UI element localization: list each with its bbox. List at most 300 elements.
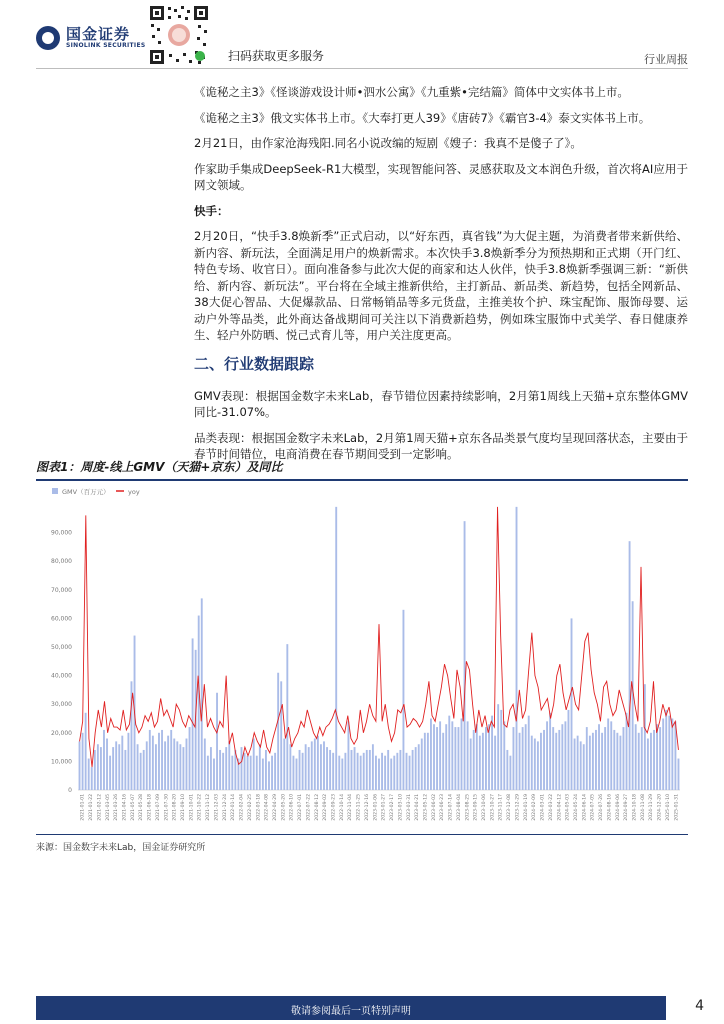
paragraph: 2月21日，由作家沧海残阳.同名小说改编的短剧《嫂子：我真不是傻子了》。 (194, 136, 582, 150)
gmv-bar (629, 541, 631, 790)
gmv-bar (149, 730, 151, 790)
paragraph: 2月20日，“快手3.8焕新季”正式启动，以“好东西，真省钱”为大促主题，为消费者带来新供给、新内容、新玩法，全面满足用户的焕新需求。本次快手3.8焕新季分为预热期和正式期（开门红、特色专场、收官日）。面向准备参与此次大促的商家和达人伙伴，快手3.8焕新季强调三新：“新供给、新内容、新玩法”。平台将在全域主推新供给，主打新品、新品类、新趋势，包括全网新品、38大促心智品、大促爆款品、日常畅销品等多元货盘，主推美妆个护、珠宝配饰、服饰母婴、运动户外等品类，此外商达备战期间可关注以下消费新趋势，例如珠宝服饰中式美学、春日健康养生、轻户外防晒、悦己式育儿等，用户关注度更高。 (194, 229, 688, 342)
gmv-bar (558, 730, 560, 790)
gmv-bar (137, 744, 139, 790)
gmv-bar (671, 719, 673, 791)
gmv-bar (85, 713, 87, 790)
gmv-bar (277, 673, 279, 790)
gmv-bar (488, 724, 490, 790)
gmv-bar (320, 744, 322, 790)
header-divider (36, 68, 688, 69)
figure-title: 图表1：周度-线上GMV（天猫+京东）及同比 (36, 458, 688, 481)
gmv-bar (473, 730, 475, 790)
x-tick-label: 2022-02-25 (247, 794, 253, 821)
x-tick-label: 2022-04-08 (264, 794, 270, 821)
gmv-bar (561, 724, 563, 790)
x-tick-label: 2023-02-17 (390, 794, 396, 821)
gmv-bar (344, 753, 346, 790)
gmv-bar (283, 739, 285, 790)
gmv-bar (415, 747, 417, 790)
gmv-bar (534, 739, 536, 790)
x-tick-label: 2023-12-29 (515, 794, 521, 821)
gmv-bar (540, 733, 542, 790)
gmv-bar (506, 750, 508, 790)
gmv-bar (335, 507, 337, 790)
x-tick-label: 2024-06-14 (582, 794, 588, 821)
gmv-bar (623, 727, 625, 790)
gmv-bar (451, 721, 453, 790)
gmv-bar (549, 713, 551, 790)
x-tick-label: 2024-07-26 (599, 794, 605, 821)
gmv-bar (665, 710, 667, 790)
x-tick-label: 2022-09-02 (323, 794, 329, 821)
gmv-bar (448, 716, 450, 790)
gmv-bar (189, 727, 191, 790)
gmv-bar (668, 716, 670, 790)
gmv-bar (476, 724, 478, 790)
x-tick-label: 2021-10-22 (197, 794, 203, 821)
gmv-bar (592, 733, 594, 790)
gmv-bar (94, 750, 96, 790)
gmv-bar (167, 736, 169, 790)
gmv-bar (88, 759, 90, 790)
gmv-bar (571, 618, 573, 790)
x-tick-label: 2022-04-29 (272, 794, 278, 821)
gmv-bar (216, 693, 218, 790)
gmv-bar (574, 739, 576, 790)
scan-hint: 扫码获取更多服务 (228, 49, 325, 63)
gmv-bar (516, 507, 518, 790)
gmv-bar (231, 756, 233, 790)
figure-source: 来源：国金数字未来Lab，国金证券研究所 (36, 843, 206, 853)
gmv-bar (482, 733, 484, 790)
gmv-bar (347, 721, 349, 790)
x-tick-label: 2021-04-16 (122, 794, 128, 821)
gmv-bar (531, 736, 533, 790)
x-tick-label: 2024-02-09 (532, 794, 538, 821)
gmv-bar (222, 753, 224, 790)
gmv-bar (601, 733, 603, 790)
x-tick-label: 2024-07-05 (590, 794, 596, 821)
x-tick-label: 2021-05-28 (139, 794, 145, 821)
x-tick-label: 2022-06-10 (289, 794, 295, 821)
gmv-bar (369, 750, 371, 790)
gmv-bar (433, 724, 435, 790)
gmv-bar (454, 727, 456, 790)
x-tick-label: 2022-07-22 (306, 794, 312, 821)
gmv-bar (497, 704, 499, 790)
gmv-bar (146, 741, 148, 790)
gmv-bar (552, 727, 554, 790)
gmv-bar (381, 753, 383, 790)
gmv-bar (546, 721, 548, 790)
gmv-bar (299, 750, 301, 790)
gmv-bar (271, 756, 273, 790)
gmv-bar (311, 741, 313, 790)
x-tick-label: 2021-07-09 (155, 794, 161, 821)
y-tick-label: 70,000 (51, 586, 72, 594)
legend-gmv-label: GMV（百万元） (62, 488, 110, 496)
gmv-bar (176, 741, 178, 790)
gmv-bar (302, 753, 304, 790)
x-tick-label: 2022-08-12 (314, 794, 320, 821)
gmv-bar (127, 733, 129, 790)
x-tick-label: 2021-05-07 (130, 794, 136, 821)
gmv-bar (589, 736, 591, 790)
gmv-bar (427, 733, 429, 790)
gmv-bar (543, 730, 545, 790)
gmv-bar (289, 744, 291, 790)
paragraph: 《诡秘之主3》《怪谈游戏设计师•泗水公寓》《九重紫•完结篇》简体中文实体书上市。 (194, 85, 629, 99)
x-tick-label: 2025-01-31 (674, 794, 680, 821)
figure-divider (36, 834, 688, 835)
gmv-bar (292, 756, 294, 790)
gmv-bar (140, 753, 142, 790)
gmv-bar (436, 727, 438, 790)
gmv-bar (678, 759, 680, 790)
gmv-bar (387, 750, 389, 790)
gmv-bar (161, 730, 163, 790)
gmv-bar (204, 739, 206, 790)
y-tick-label: 90,000 (51, 529, 72, 537)
gmv-bar (106, 739, 108, 790)
gmv-bar (647, 739, 649, 790)
gmv-bar (580, 741, 582, 790)
gmv-bar (644, 684, 646, 790)
gmv-bar (143, 750, 145, 790)
x-tick-label: 2023-04-21 (415, 794, 421, 821)
x-tick-label: 2021-01-01 (80, 794, 86, 821)
gmv-bar (82, 733, 84, 790)
gmv-bar (610, 721, 612, 790)
gmv-bar (445, 724, 447, 790)
gmv-bar (332, 753, 334, 790)
gmv-bar (393, 756, 395, 790)
gmv-bar (619, 736, 621, 790)
y-tick-label: 50,000 (51, 644, 72, 651)
gmv-bar (115, 741, 117, 790)
x-tick-label: 2022-01-14 (231, 794, 237, 821)
gmv-bar (390, 759, 392, 790)
x-tick-label: 2024-11-08 (640, 794, 646, 821)
section-heading: 二、行业数据跟踪 (194, 354, 315, 373)
gmv-bar (241, 747, 243, 790)
x-tick-label: 2024-03-22 (548, 794, 554, 821)
gmv-bar (329, 750, 331, 790)
x-tick-label: 2022-02-04 (239, 794, 245, 821)
gmv-bar (314, 739, 316, 790)
gmv-bar (399, 750, 401, 790)
gmv-bar (598, 724, 600, 790)
x-tick-label: 2025-01-10 (665, 794, 671, 821)
gmv-bar (192, 638, 194, 790)
logo-mark-icon (36, 26, 60, 50)
gmv-bar (528, 716, 530, 790)
x-tick-label: 2022-12-16 (364, 794, 370, 821)
x-tick-label: 2022-05-20 (281, 794, 287, 821)
gmv-bar (351, 750, 353, 790)
gmv-bar (253, 739, 255, 790)
gmv-bar (326, 747, 328, 790)
x-tick-label: 2024-01-19 (523, 794, 529, 821)
gmv-bar (247, 756, 249, 790)
gmv-bar (280, 681, 282, 790)
gmv-bar (341, 759, 343, 790)
x-tick-label: 2022-09-23 (331, 794, 337, 821)
gmv-bar (250, 756, 252, 790)
gmv-bar (564, 721, 566, 790)
x-tick-label: 2023-01-06 (373, 794, 379, 821)
gmv-bar (479, 736, 481, 790)
gmv-bar (464, 521, 466, 790)
gmv-bar (155, 744, 157, 790)
paragraph: 品类表现：根据国金数字未来Lab，2月第1周天猫+京东各品类景气度均呈现回落状态，主要由于春节时间错位，电商消费在春节期间受到一定影响。 (194, 430, 688, 461)
x-tick-label: 2023-07-14 (448, 794, 454, 821)
x-tick-label: 2024-05-03 (565, 794, 571, 821)
gmv-bar (213, 759, 215, 790)
gmv-bar (152, 736, 154, 790)
footer-notice: 敬请参阅最后一页特别声明 (291, 1006, 411, 1017)
gmv-bar (503, 721, 505, 790)
x-tick-label: 2024-09-27 (624, 794, 630, 821)
gmv-bar (384, 756, 386, 790)
gmv-bar (109, 756, 111, 790)
gmv-bar (265, 750, 267, 790)
gmv-bar (430, 719, 432, 791)
gmv-bar (442, 733, 444, 790)
gmv-bar (363, 753, 365, 790)
report-type: 行业周报 (644, 53, 688, 66)
x-tick-label: 2022-10-14 (339, 794, 345, 821)
company-logo (36, 26, 145, 50)
y-tick-label: 30,000 (51, 701, 72, 709)
gmv-bar (485, 727, 487, 790)
x-tick-label: 2023-03-31 (406, 794, 412, 821)
gmv-bar (461, 719, 463, 791)
gmv-bar (555, 733, 557, 790)
x-tick-label: 2023-06-02 (431, 794, 437, 821)
gmv-bar (262, 759, 264, 790)
x-tick-label: 2024-11-29 (649, 794, 655, 821)
gmv-bar (409, 756, 411, 790)
gmv-bar (164, 741, 166, 790)
gmv-bar (421, 739, 423, 790)
x-tick-label: 2021-07-30 (164, 794, 170, 821)
gmv-bar (308, 747, 310, 790)
gmv-bar (396, 753, 398, 790)
gmv-bar (268, 761, 270, 790)
x-tick-label: 2021-11-12 (206, 794, 212, 821)
x-tick-label: 2024-09-06 (615, 794, 621, 821)
x-tick-label: 2021-06-18 (147, 794, 153, 821)
gmv-bar (124, 750, 126, 790)
gmv-bar (210, 747, 212, 790)
gmv-bar (354, 747, 356, 790)
gmv-bar (537, 741, 539, 790)
gmv-bar (583, 744, 585, 790)
main-content (194, 84, 688, 472)
x-tick-label: 2023-06-23 (440, 794, 446, 821)
x-tick-label: 2023-11-17 (498, 794, 504, 821)
gmv-bar (638, 733, 640, 790)
legend-yoy-label: yoy (128, 488, 140, 496)
gmv-bar (458, 727, 460, 790)
gmv-bar (173, 739, 175, 790)
x-tick-label: 2024-03-01 (540, 794, 546, 821)
legend-gmv-swatch (52, 488, 58, 494)
yoy-line (80, 507, 679, 767)
gmv-bar (323, 741, 325, 790)
x-tick-label: 2022-11-04 (348, 794, 354, 821)
gmv-bar (653, 730, 655, 790)
gmv-bar (179, 744, 181, 790)
gmv-bar (375, 756, 377, 790)
gmv-bar (641, 727, 643, 790)
gmv-bar (357, 753, 359, 790)
paragraph: GMV表现：根据国金数字未来Lab，春节错位因素持续影响，2月第1周线上天猫+京东整体GMV同比-31.07%。 (194, 388, 688, 419)
x-tick-label: 2024-04-12 (557, 794, 563, 821)
gmv-bar (228, 741, 230, 790)
y-tick-label: 60,000 (51, 615, 72, 623)
x-tick-label: 2024-10-18 (632, 794, 638, 821)
x-tick-label: 2024-05-24 (573, 794, 579, 821)
gmv-bar (286, 644, 288, 790)
gmv-bar (305, 744, 307, 790)
gmv-bar (500, 710, 502, 790)
gmv-bar (650, 733, 652, 790)
x-tick-label: 2023-01-27 (381, 794, 387, 821)
x-tick-label: 2022-03-18 (256, 794, 262, 821)
x-tick-label: 2021-03-05 (105, 794, 111, 821)
gmv-bar (198, 616, 200, 790)
gmv-bar (519, 733, 521, 790)
gmv-bar (256, 756, 258, 790)
x-tick-label: 2021-09-10 (181, 794, 187, 821)
page-header (0, 0, 724, 72)
gmv-bar (378, 759, 380, 790)
x-tick-label: 2022-11-25 (356, 794, 362, 821)
gmv-bar (607, 719, 609, 791)
kuaishou-heading: 快手： (194, 203, 229, 218)
y-tick-label: 40,000 (51, 672, 72, 680)
gmv-bar (360, 756, 362, 790)
x-tick-label: 2023-08-04 (456, 794, 462, 821)
x-tick-label: 2021-02-12 (97, 794, 103, 821)
gmv-bar (103, 730, 105, 790)
gmv-bar (659, 727, 661, 790)
gmv-bar (91, 767, 93, 790)
gmv-bar (424, 733, 426, 790)
gmv-bar (317, 736, 319, 790)
gmv-bar (406, 753, 408, 790)
gmv-bar (613, 730, 615, 790)
y-tick-label: 20,000 (51, 729, 72, 737)
gmv-bar (118, 744, 120, 790)
gmv-bar (635, 724, 637, 790)
paragraph: 作家助手集成DeepSeek-R1大模型，实现智能问答、灵感获取及文本润色升级，首次将AI应用于网文领域。 (194, 161, 688, 192)
gmv-bar (201, 598, 203, 790)
x-tick-label: 2023-12-08 (507, 794, 513, 821)
x-tick-label: 2023-10-06 (482, 794, 488, 821)
logo-en: SINOLINK SECURITIES (66, 42, 146, 49)
gmv-bar (158, 733, 160, 790)
gmv-bar (403, 610, 405, 790)
x-tick-label: 2023-09-15 (473, 794, 479, 821)
x-tick-label: 2021-08-20 (172, 794, 178, 821)
gmv-bar (186, 739, 188, 790)
gmv-bar (372, 744, 374, 790)
paragraph: 《诡秘之主3》俄文实体书上市。《大奉打更人39》《唐砖7》《霸官3-4》泰文实体书上市。 (194, 110, 651, 125)
gmv-bar (338, 756, 340, 790)
gmv-bar (296, 759, 298, 790)
qr-code-icon[interactable] (148, 4, 210, 66)
gmv-bar (207, 756, 209, 790)
gmv-bar (470, 739, 472, 790)
gmv-bar (182, 747, 184, 790)
gmv-bar (494, 736, 496, 790)
x-tick-label: 2023-05-12 (423, 794, 429, 821)
gmv-bar (97, 744, 99, 790)
x-tick-label: 2021-12-03 (214, 794, 220, 821)
logo-cn: 国金证券 (66, 25, 131, 43)
gmv-bar (439, 721, 441, 790)
x-tick-label: 2024-08-16 (607, 794, 613, 821)
x-tick-label: 2021-10-01 (189, 794, 195, 821)
gmv-bar (259, 744, 261, 790)
gmv-bar (626, 713, 628, 790)
y-tick-label: 10,000 (51, 758, 72, 766)
gmv-bar (662, 719, 664, 791)
gmv-bar (170, 730, 172, 790)
gmv-bar (225, 747, 227, 790)
x-tick-label: 2022-07-01 (298, 794, 304, 821)
gmv-bar (525, 724, 527, 790)
gmv-bar (366, 750, 368, 790)
gmv-bar (656, 724, 658, 790)
gmv-bar (100, 747, 102, 790)
gmv-bar (595, 730, 597, 790)
gmv-bar (513, 727, 515, 790)
y-tick-label: 80,000 (51, 558, 72, 566)
gmv-bar (112, 747, 114, 790)
gmv-bar (121, 736, 123, 790)
gmv-bar (577, 736, 579, 790)
page-number: 4 (695, 998, 704, 1014)
gmv-bar (467, 721, 469, 790)
x-tick-label: 2021-03-26 (114, 794, 120, 821)
gmv-bar (616, 733, 618, 790)
x-tick-label: 2023-03-10 (398, 794, 404, 821)
gmv-bar (604, 727, 606, 790)
x-tick-label: 2023-08-25 (465, 794, 471, 821)
x-tick-label: 2024-12-20 (657, 794, 663, 821)
page-footer (0, 996, 724, 1024)
x-tick-label: 2023-10-27 (490, 794, 496, 821)
gmv-bar (79, 741, 81, 790)
gmv-bar (586, 727, 588, 790)
gmv-bar (274, 753, 276, 790)
gmv-bar (491, 716, 493, 790)
x-tick-label: 2021-12-24 (222, 794, 228, 821)
gmv-bar (568, 710, 570, 790)
x-tick-label: 2021-01-22 (89, 794, 95, 821)
gmv-bar (509, 756, 511, 790)
gmv-bar (412, 750, 414, 790)
gmv-chart (36, 482, 688, 832)
gmv-bar (418, 744, 420, 790)
gmv-bar (219, 750, 221, 790)
y-tick-label: 0 (68, 787, 72, 794)
